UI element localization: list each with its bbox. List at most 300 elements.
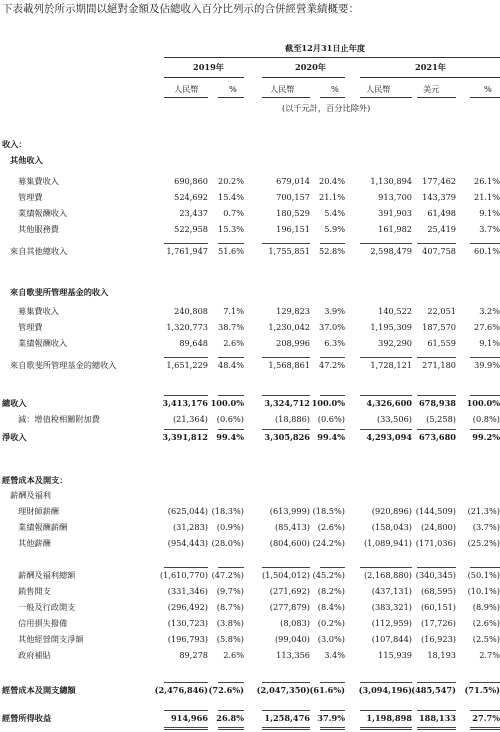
row-value: 99.4% <box>216 432 244 442</box>
row-label: 其他服務費 <box>18 224 59 234</box>
row-value: (61.6%) <box>309 685 345 695</box>
row-value: (2.5%) <box>472 634 500 644</box>
row-value: 9.1% <box>479 338 500 348</box>
row-value: 1,761,947 <box>166 246 208 256</box>
col-pct-2020: % <box>331 84 339 94</box>
row-value: 161,982 <box>378 224 412 234</box>
row-value: (625,044) <box>167 506 208 516</box>
row-value: (3.8%) <box>216 618 244 628</box>
row-value: 18,193 <box>427 650 456 660</box>
row-value: 240,808 <box>174 306 208 316</box>
row-value: (1,504,012) <box>261 570 310 580</box>
table-row <box>0 224 500 237</box>
row-value: 22,051 <box>427 306 456 316</box>
row-value: (5.8%) <box>216 634 244 644</box>
subtotal-rule <box>360 357 412 358</box>
subtotal-rule <box>417 395 456 396</box>
row-value: 20.4% <box>318 176 345 186</box>
row-value: 673,680 <box>418 432 456 442</box>
row-value: (10.1%) <box>467 586 500 596</box>
row-value: 1,320,773 <box>166 322 208 332</box>
row-label: 來自歌斐所管理基金的收入 <box>10 287 109 297</box>
row-value: 391,903 <box>378 208 412 218</box>
subtotal-rule <box>417 567 456 568</box>
row-value: 38.7% <box>217 322 244 332</box>
row-label: 來自歌斐所管理基金的總收入 <box>10 360 117 370</box>
row-value: 913,700 <box>378 192 412 202</box>
row-value: (920,896) <box>371 506 412 516</box>
col-pct-2021: % <box>484 84 492 94</box>
row-label: 一般及行政開支 <box>18 602 76 612</box>
subtotal-rule <box>262 357 310 358</box>
row-value: (45.2%) <box>312 570 345 580</box>
row-value: (277,879) <box>269 602 310 612</box>
row-value: (171,036) <box>415 538 456 548</box>
row-value: (271,692) <box>269 586 310 596</box>
total-double-rule <box>320 729 345 730</box>
subtotal-rule <box>320 429 345 430</box>
row-value: (99,040) <box>274 634 310 644</box>
total-double-rule <box>262 727 310 728</box>
subtotal-rule <box>218 243 244 244</box>
col-underline-7 <box>470 97 500 98</box>
row-value: (17,726) <box>420 618 456 628</box>
table-row <box>0 246 500 259</box>
subtotal-rule <box>218 682 244 683</box>
col-rmb-2019: 人民幣 <box>174 84 199 94</box>
subtotal-rule <box>320 243 345 244</box>
row-label: 總收入 <box>2 398 27 408</box>
col-underline-4 <box>320 97 345 98</box>
row-value: 524,692 <box>174 192 208 202</box>
table-row <box>0 208 500 221</box>
row-value: 700,157 <box>276 192 310 202</box>
row-value: 1,651,229 <box>166 360 208 370</box>
row-value: (50.1%) <box>467 570 500 580</box>
row-value: (72.6%) <box>208 685 244 695</box>
subtotal-rule <box>320 567 345 568</box>
row-value: 679,014 <box>276 176 310 186</box>
row-value: (9.7%) <box>216 586 244 596</box>
col-pct-2019: % <box>229 84 237 94</box>
col-underline-3 <box>262 97 310 98</box>
subtotal-rule <box>164 357 208 358</box>
year-underline-2019 <box>164 77 244 78</box>
row-value: 180,529 <box>276 208 310 218</box>
row-value: 61,498 <box>427 208 456 218</box>
subtotal-rule <box>470 567 500 568</box>
row-value: 20.2% <box>217 176 244 186</box>
row-value: 7.1% <box>223 306 244 316</box>
row-value: 25,419 <box>427 224 456 234</box>
row-value: (8.2%) <box>317 586 345 596</box>
row-value: (71.5%) <box>464 685 500 695</box>
total-double-rule <box>360 729 412 730</box>
subtotal-rule <box>164 395 208 396</box>
row-value: 140,522 <box>378 306 412 316</box>
row-value: 1,568,861 <box>268 360 310 370</box>
row-value: 4,293,094 <box>366 432 412 442</box>
row-value: 100.0% <box>466 398 500 408</box>
row-value: 113,356 <box>276 650 310 660</box>
total-double-rule <box>360 727 412 728</box>
row-value: (2.6%) <box>317 522 345 532</box>
row-value: 3,324,712 <box>264 398 310 408</box>
row-value: 678,938 <box>418 398 456 408</box>
subtotal-rule <box>470 710 500 711</box>
total-double-rule <box>164 729 208 730</box>
table-row <box>0 306 500 319</box>
row-value: (3.0%) <box>317 634 345 644</box>
row-label: 來自其他總收入 <box>10 246 68 256</box>
period-underline <box>164 57 500 58</box>
row-value: (8,083) <box>280 618 310 628</box>
row-value: (2,476,846) <box>154 685 208 695</box>
row-value: 26.1% <box>473 176 500 186</box>
year-2019: 2019年 <box>193 62 224 72</box>
table-row <box>0 490 500 503</box>
row-label: 業績報酬薪酬 <box>18 522 68 532</box>
row-label: 減：增值稅相關附加費 <box>18 414 100 424</box>
row-value: (296,492) <box>167 602 208 612</box>
subtotal-rule <box>470 682 500 683</box>
row-value: (1,089,941) <box>363 538 412 548</box>
row-value: (112,959) <box>371 618 412 628</box>
row-value: 47.2% <box>318 360 345 370</box>
subtotal-rule <box>164 567 208 568</box>
table-row <box>0 414 500 427</box>
subtotal-rule <box>360 682 412 683</box>
row-value: (383,321) <box>371 602 412 612</box>
row-value: (804,600) <box>269 538 310 548</box>
row-value: 15.4% <box>217 192 244 202</box>
row-value: 3.2% <box>479 306 500 316</box>
table-row <box>0 432 500 445</box>
table-row <box>0 360 500 373</box>
total-double-rule <box>320 727 345 728</box>
row-value: 271,180 <box>422 360 456 370</box>
row-value: 52.8% <box>318 246 345 256</box>
total-double-rule <box>262 729 310 730</box>
row-value: 4,326,600 <box>366 398 412 408</box>
row-value: (24.2%) <box>312 538 345 548</box>
period-header: 截至12月31日止年度 <box>285 43 366 53</box>
subtotal-rule <box>164 429 208 430</box>
row-value: 392,290 <box>378 338 412 348</box>
row-value: 9.1% <box>479 208 500 218</box>
row-value: 39.9% <box>473 360 500 370</box>
row-value: (33,506) <box>376 414 412 424</box>
row-value: 187,570 <box>422 322 456 332</box>
table-row <box>0 506 500 519</box>
subtotal-rule <box>320 682 345 683</box>
row-value: 48.4% <box>217 360 244 370</box>
row-value: 1,198,898 <box>366 713 412 723</box>
subtotal-rule <box>164 682 208 683</box>
row-value: (0.2%) <box>317 618 345 628</box>
row-label: 業績報酬收入 <box>18 338 68 348</box>
row-label: 其他薪酬 <box>18 538 51 548</box>
year-underline-2021 <box>360 77 500 78</box>
row-value: 21.1% <box>473 192 500 202</box>
row-value: 407,758 <box>422 246 456 256</box>
row-value: (18.5%) <box>312 506 345 516</box>
table-row <box>0 685 500 698</box>
row-label: 管理費 <box>18 192 43 202</box>
year-underline-2020 <box>262 77 345 78</box>
col-usd-2021: 美元 <box>423 84 440 94</box>
subtotal-rule <box>470 243 500 244</box>
row-label: 薪酬及福利 <box>10 490 51 500</box>
row-value: (1,610,770) <box>159 570 208 580</box>
table-row <box>0 475 500 488</box>
row-value: (130,723) <box>167 618 208 628</box>
row-value: 3,305,826 <box>264 432 310 442</box>
row-value: 1,230,042 <box>268 322 310 332</box>
row-value: (0.9%) <box>216 522 244 532</box>
table-row <box>0 192 500 205</box>
subtotal-rule <box>262 567 310 568</box>
row-value: 61,559 <box>427 338 456 348</box>
row-value: 51.6% <box>217 246 244 256</box>
row-value: 89,278 <box>179 650 208 660</box>
subtotal-rule <box>360 395 412 396</box>
subtotal-rule <box>360 429 412 430</box>
subtotal-rule <box>262 682 310 683</box>
row-value: 3,391,812 <box>162 432 208 442</box>
row-value: 60.1% <box>473 246 500 256</box>
row-value: (485,547) <box>411 685 456 695</box>
table-row <box>0 176 500 189</box>
table-row <box>0 139 500 152</box>
row-value: (954,443) <box>167 538 208 548</box>
row-value: (68,595) <box>420 586 456 596</box>
row-label: 銷售開支 <box>18 586 51 596</box>
subtotal-rule <box>470 395 500 396</box>
row-value: 2.7% <box>479 650 500 660</box>
row-value: (2,168,880) <box>363 570 412 580</box>
row-value: 1,130,894 <box>370 176 412 186</box>
row-value: (21.3%) <box>467 506 500 516</box>
col-underline-2 <box>218 97 244 98</box>
subtotal-rule <box>218 567 244 568</box>
row-value: 914,966 <box>170 713 208 723</box>
row-label: 業績報酬收入 <box>18 208 68 218</box>
subtotal-rule <box>417 243 456 244</box>
row-value: 15.3% <box>217 224 244 234</box>
subtotal-rule <box>470 429 500 430</box>
total-double-rule <box>470 727 500 728</box>
row-label: 經營所得收益 <box>2 713 52 723</box>
row-value: 0.7% <box>223 208 244 218</box>
row-value: (21,364) <box>172 414 208 424</box>
subtotal-rule <box>417 357 456 358</box>
subtotal-rule <box>218 357 244 358</box>
subtotal-rule <box>360 567 412 568</box>
subtotal-rule <box>218 395 244 396</box>
row-label: 經營成本及開支總額 <box>2 685 76 695</box>
row-value: (144,509) <box>415 506 456 516</box>
total-double-rule <box>218 729 244 730</box>
row-value: 690,860 <box>174 176 208 186</box>
subtotal-rule <box>320 710 345 711</box>
row-value: 2.6% <box>223 650 244 660</box>
row-value: (85,413) <box>274 522 310 532</box>
subtotal-rule <box>164 243 208 244</box>
row-value: (613,999) <box>269 506 310 516</box>
subtotal-rule <box>262 710 310 711</box>
table-row <box>0 398 500 411</box>
row-value: 115,939 <box>378 650 412 660</box>
row-value: 100.0% <box>311 398 345 408</box>
row-label: 募集費收入 <box>18 176 59 186</box>
row-value: 37.9% <box>317 713 345 723</box>
row-value: 208,996 <box>276 338 310 348</box>
total-double-rule <box>417 729 456 730</box>
row-value: 3.7% <box>479 224 500 234</box>
row-value: (28.0%) <box>211 538 244 548</box>
row-value: 99.2% <box>472 432 500 442</box>
row-value: 21.1% <box>318 192 345 202</box>
col-rmb-2021: 人民幣 <box>366 84 391 94</box>
row-value: (24,800) <box>420 522 456 532</box>
row-value: 177,462 <box>422 176 456 186</box>
row-value: (0.8%) <box>472 414 500 424</box>
table-row <box>0 155 500 168</box>
row-value: (2.6%) <box>472 618 500 628</box>
row-value: 3,413,176 <box>162 398 208 408</box>
row-value: (196,793) <box>167 634 208 644</box>
subtotal-rule <box>218 429 244 430</box>
row-value: 129,823 <box>276 306 310 316</box>
row-value: 2,598,479 <box>370 246 412 256</box>
subtotal-rule <box>360 710 412 711</box>
row-label: 募集費收入 <box>18 306 59 316</box>
table-row <box>0 287 500 300</box>
row-value: (5,258) <box>426 414 456 424</box>
row-label: 收入： <box>2 139 27 149</box>
row-label: 政府補貼 <box>18 650 51 660</box>
col-underline-5 <box>360 97 412 98</box>
row-value: 27.6% <box>473 322 500 332</box>
row-value: 100.0% <box>210 398 244 408</box>
row-value: 37.0% <box>318 322 345 332</box>
subtotal-rule <box>262 243 310 244</box>
row-value: (3,094,196) <box>358 685 412 695</box>
table-row <box>0 538 500 551</box>
year-2020: 2020年 <box>295 62 326 72</box>
table-row <box>0 522 500 535</box>
subtotal-rule <box>262 395 310 396</box>
row-value: 23,437 <box>179 208 208 218</box>
row-value: (340,345) <box>415 570 456 580</box>
row-value: (8.4%) <box>317 602 345 612</box>
row-value: 1,258,476 <box>264 713 310 723</box>
row-value: (0.6%) <box>317 414 345 424</box>
row-value: (437,131) <box>371 586 412 596</box>
subtotal-rule <box>470 357 500 358</box>
row-label: 信用損失撥備 <box>18 618 68 628</box>
total-double-rule <box>417 727 456 728</box>
subtotal-rule <box>320 395 345 396</box>
table-row <box>0 634 500 647</box>
row-value: (0.6%) <box>216 414 244 424</box>
subtotal-rule <box>417 682 456 683</box>
row-value: 99.4% <box>317 432 345 442</box>
row-value: 143,379 <box>422 192 456 202</box>
row-value: 1,728,121 <box>370 360 412 370</box>
table-row <box>0 586 500 599</box>
row-label: 管理費 <box>18 322 43 332</box>
row-label: 經營成本及開支： <box>2 475 68 485</box>
row-value: 5.4% <box>324 208 345 218</box>
row-value: 1,755,851 <box>268 246 310 256</box>
row-value: (158,043) <box>371 522 412 532</box>
subtotal-rule <box>218 710 244 711</box>
table-row <box>0 570 500 583</box>
row-value: 6.3% <box>324 338 345 348</box>
row-value: (31,283) <box>172 522 208 532</box>
total-double-rule <box>218 727 244 728</box>
total-double-rule <box>164 727 208 728</box>
row-value: 5.9% <box>324 224 345 234</box>
row-value: (3.7%) <box>472 522 500 532</box>
table-row <box>0 322 500 335</box>
row-value: (25.2%) <box>467 538 500 548</box>
row-value: 1,195,309 <box>370 322 412 332</box>
row-value: (8.7%) <box>216 602 244 612</box>
row-value: (18.3%) <box>211 506 244 516</box>
table-row <box>0 618 500 631</box>
subtotal-rule <box>164 710 208 711</box>
row-label: 淨收入 <box>2 432 27 442</box>
row-value: (18,886) <box>274 414 310 424</box>
row-value: 188,133 <box>418 713 456 723</box>
row-label: 其他收入 <box>10 155 43 165</box>
row-label: 其他經營開支淨額 <box>18 634 84 644</box>
row-value: (60,151) <box>420 602 456 612</box>
table-row <box>0 338 500 351</box>
row-value: (107,844) <box>371 634 412 644</box>
row-value: 196,151 <box>276 224 310 234</box>
row-value: 522,958 <box>174 224 208 234</box>
total-double-rule <box>470 729 500 730</box>
col-underline-1 <box>164 97 208 98</box>
row-label: 薪酬及福利總額 <box>18 570 76 580</box>
row-value: 2.6% <box>223 338 244 348</box>
unit-note: (以千元計，百分比除外) <box>282 103 371 113</box>
row-value: 27.7% <box>472 713 500 723</box>
row-label: 理財師薪酬 <box>18 506 59 516</box>
row-value: (8.9%) <box>472 602 500 612</box>
row-value: 3.9% <box>324 306 345 316</box>
row-value: (331,346) <box>167 586 208 596</box>
row-value: (16,923) <box>420 634 456 644</box>
subtotal-rule <box>417 429 456 430</box>
subtotal-rule <box>417 710 456 711</box>
col-rmb-2020: 人民幣 <box>270 84 295 94</box>
table-row <box>0 650 500 663</box>
row-value: (47.2%) <box>211 570 244 580</box>
year-2021: 2021年 <box>415 62 446 72</box>
intro-text: 下表載列於所示期間以絕對金額及佔總收入百分比列示的合併經營業績概要： <box>2 3 359 15</box>
col-underline-6 <box>417 97 456 98</box>
subtotal-rule <box>320 357 345 358</box>
subtotal-rule <box>262 429 310 430</box>
row-value: (2,047,350) <box>256 685 310 695</box>
table-row <box>0 602 500 615</box>
row-value: 89,648 <box>179 338 208 348</box>
